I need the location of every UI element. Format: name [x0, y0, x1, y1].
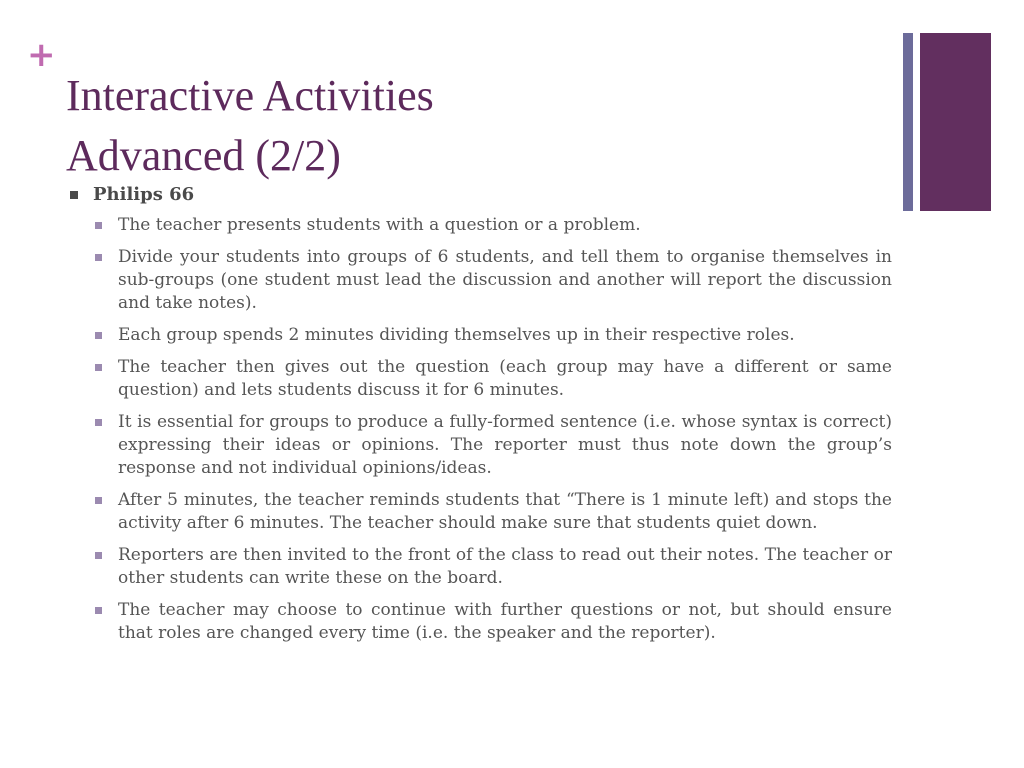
square-bullet-icon [95, 607, 102, 614]
slide-title [66, 66, 434, 186]
square-bullet-icon [95, 222, 102, 229]
square-bullet-icon [95, 364, 102, 371]
list-item [70, 214, 892, 237]
list-item-text: Reporters are then invited to the front of the class to read out their notes. The teacher or other students can write these on the board. [118, 545, 892, 588]
list-item-text: Each group spends 2 minutes dividing themselves up in their respective roles. [118, 325, 795, 345]
list-item [70, 356, 892, 402]
activity-heading: Philips 66 [93, 184, 195, 205]
list-item [70, 544, 892, 590]
heading-bullet-item [70, 183, 892, 206]
slide-body [70, 183, 892, 654]
list-item-text: After 5 minutes, the teacher reminds students that “There is 1 minute left) and stops the activity after 6 minutes. The teacher should make sure that students quiet down. [118, 490, 892, 533]
accent-bar-thin [903, 33, 913, 211]
list-item-text: The teacher may choose to continue with further questions or not, but should ensure that roles are changed every time (i.e. the speaker and the reporter). [118, 600, 892, 643]
list-item [70, 599, 892, 645]
square-bullet-icon [95, 332, 102, 339]
list-item-text: Divide your students into groups of 6 students, and tell them to organise themselves in sub-groups (one student must lead the discussion and another will report the discussion and take notes). [118, 247, 892, 313]
list-item-text: The teacher presents students with a question or a problem. [118, 215, 641, 235]
square-bullet-icon [95, 497, 102, 504]
square-bullet-icon [95, 419, 102, 426]
list-item [70, 246, 892, 315]
list-item [70, 324, 892, 347]
slide-title-line-2: Advanced (2/2) [66, 131, 341, 180]
activity-steps-list [70, 214, 892, 645]
square-bullet-icon [70, 191, 78, 199]
list-item-text: The teacher then gives out the question (each group may have a different or same question) and lets students discuss it for 6 minutes. [118, 357, 892, 400]
slide-title-line-1: Interactive Activities [66, 71, 434, 120]
square-bullet-icon [95, 254, 102, 261]
list-item-text: It is essential for groups to produce a fully-formed sentence (i.e. whose syntax is correct) expressing their ideas or opinions. The reporter must thus note down the group’s response and not individual opinions/ideas. [118, 412, 892, 478]
square-bullet-icon [95, 552, 102, 559]
list-item [70, 489, 892, 535]
list-item [70, 411, 892, 480]
plus-icon: + [27, 35, 56, 75]
accent-bar-block [920, 33, 991, 211]
